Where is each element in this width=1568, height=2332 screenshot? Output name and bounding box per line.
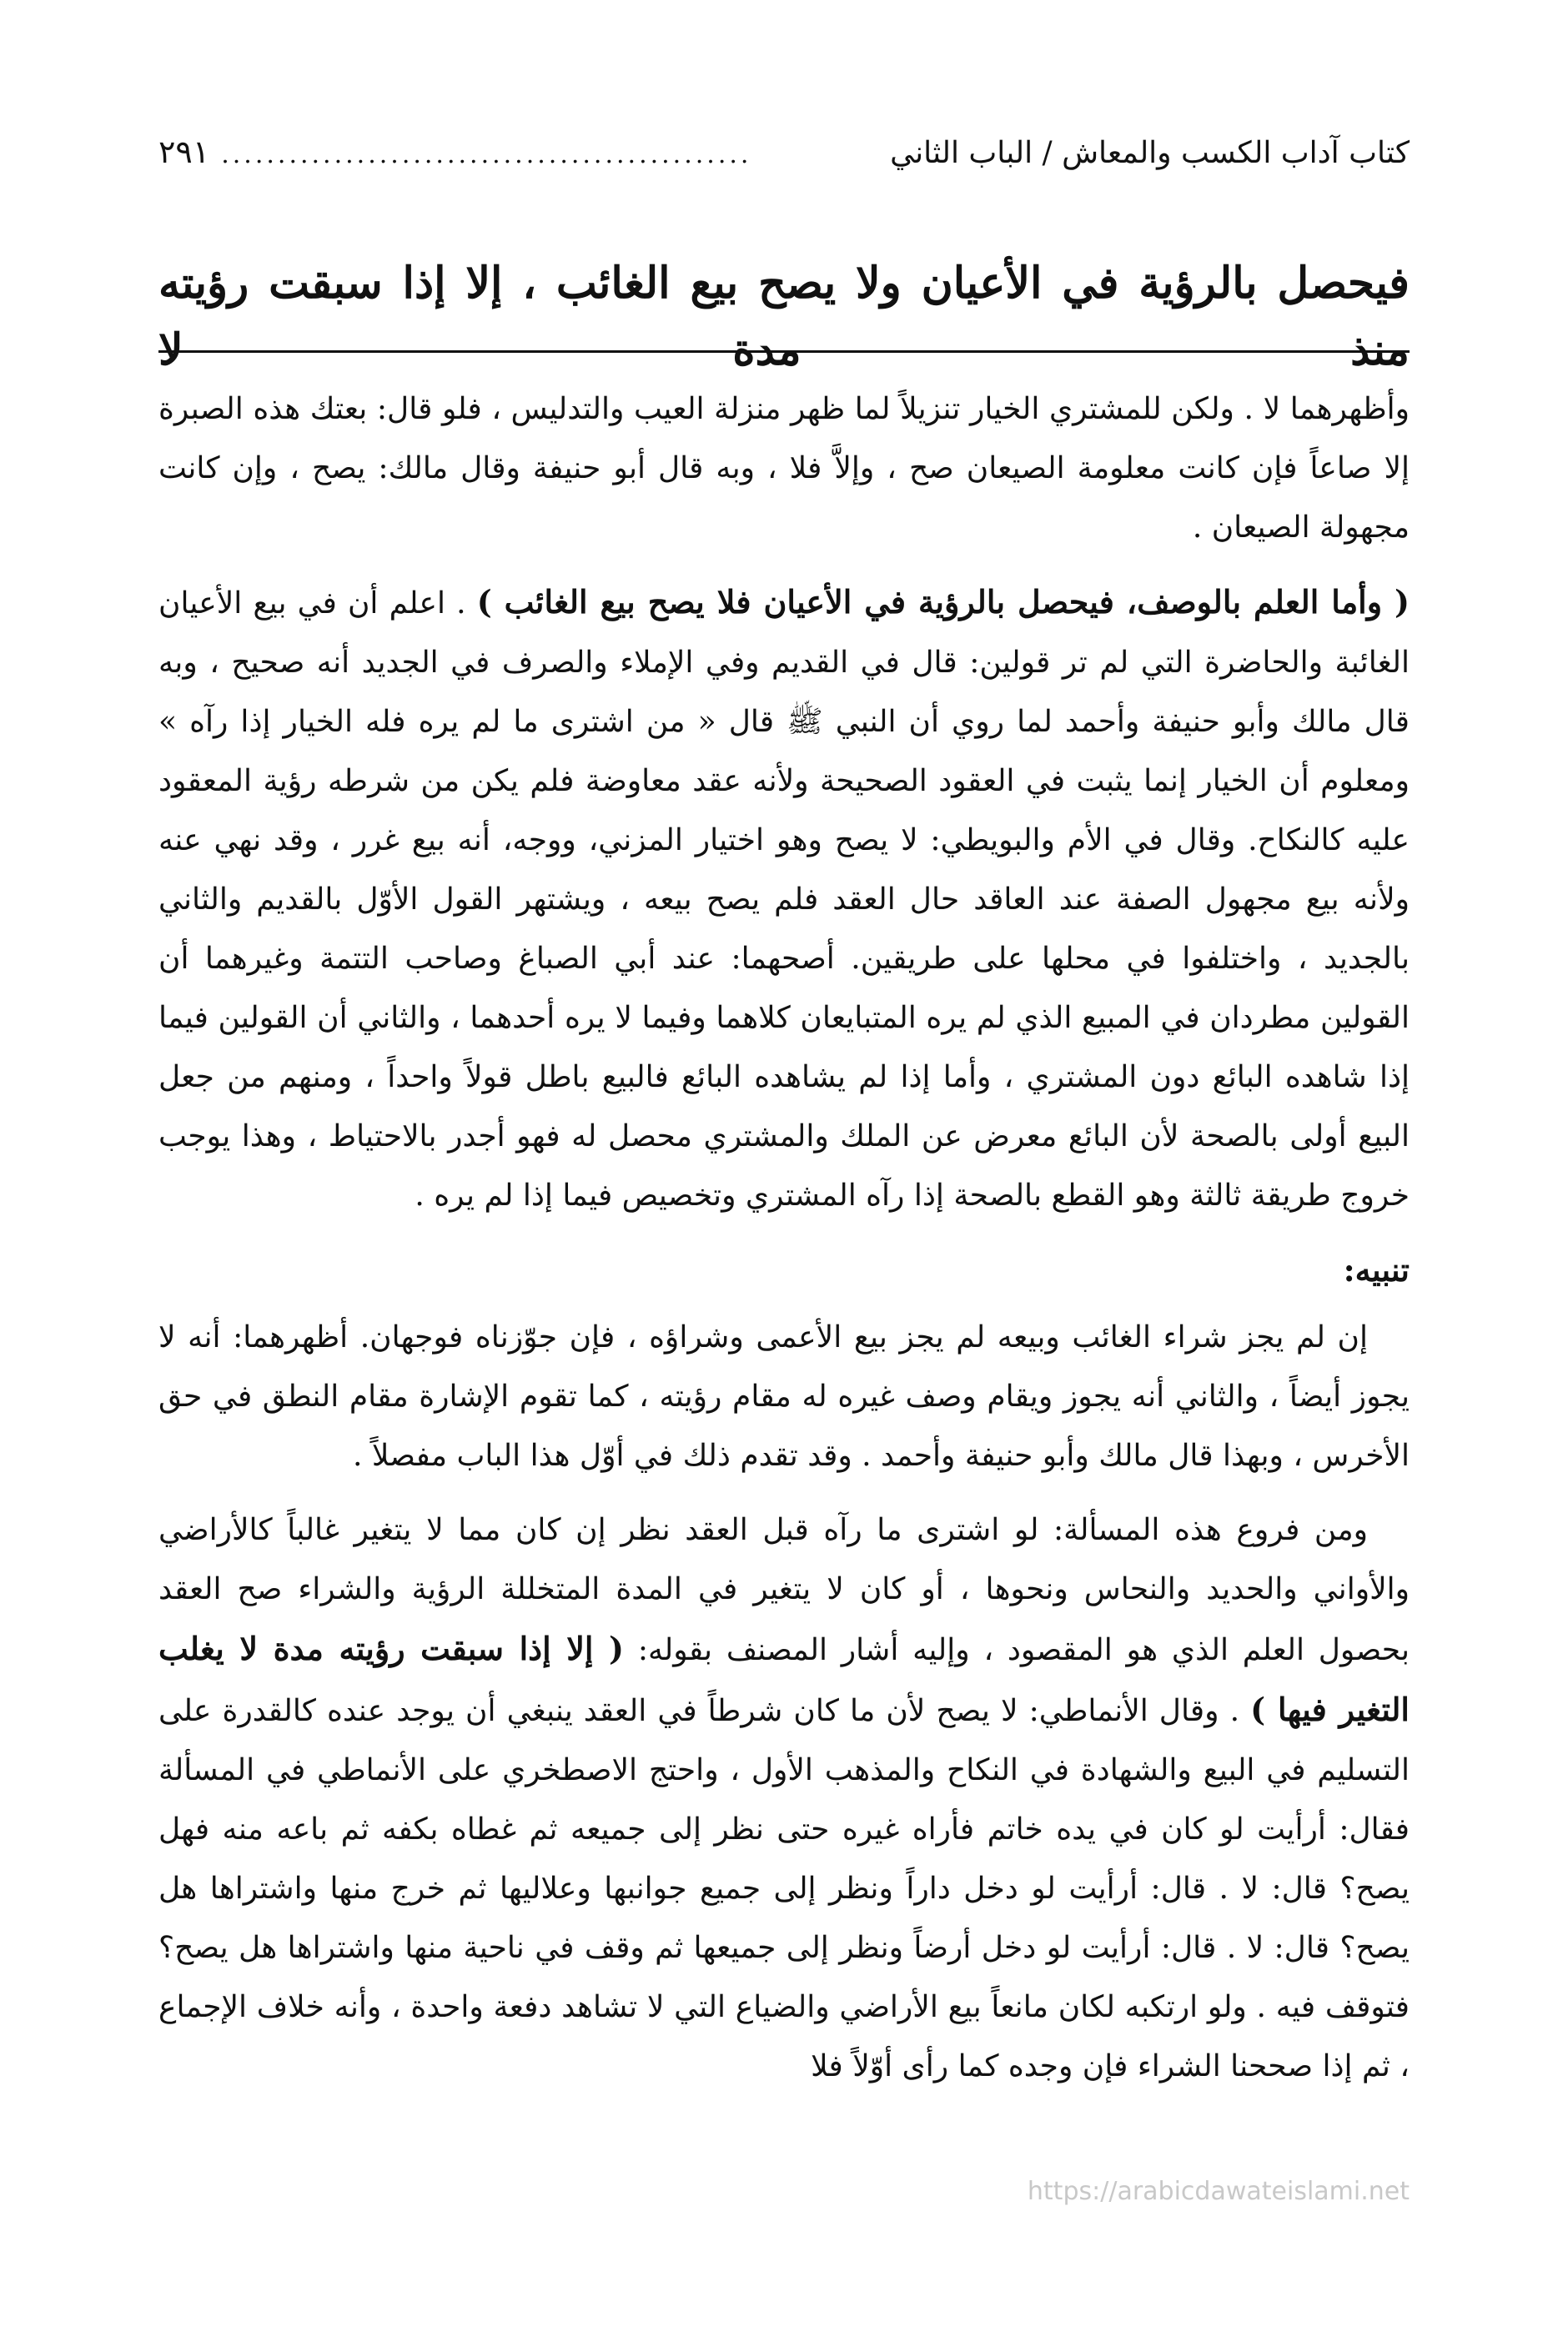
watermark-url: https://arabicdawateislami.net (1027, 2177, 1410, 2206)
section-heading: تنبيه: (1343, 1251, 1410, 1289)
paragraph-text: إن لم يجز شراء الغائب وبيعه لم يجز بيع الأعمى وشراؤه ، فإن جوّزناه فوجهان. أظهرهما: أنه لا يجوز أيضاً ، والثاني أنه يجوز ويقام وصف غيره له مقام رؤيته ، كما تقوم الإشارة مقام النطق في حق الأخرس ، وبهذا قال مالك وأبو حنيفة وأحمد . وقد تقدم ذلك في أوّل هذا الباب مفصلاً . (158, 1320, 1410, 1473)
paragraph-2 (158, 572, 1410, 1225)
running-header (158, 133, 1410, 192)
paragraph-text: . اعلم أن في بيع الأعيان الغائبة والحاضرة التي لم تر قولين: قال في القديم وفي الإملاء والصرف في الجديد أنه صحيح ، وبه قال مالك وأبو حنيفة وأحمد لما روي أن النبي ﷺ قال « من اشترى ما لم يره فله الخيار إذا رآه » ومعلوم أن الخيار إنما يثبت في العقود الصحيحة ولأنه عقد معاوضة فلم يكن من شرطه رؤية المعقود عليه كالنكاح. وقال في الأم والبويطي: لا يصح وهو اختيار المزني، ووجه، أنه بيع غرر ، وقد نهي عنه ولأنه بيع مجهول الصفة عند العاقد حال العقد فلم يصح بيعه ، ويشتهر القول الأوّل بالقديم والثاني بالجديد ، واختلفوا في محلها على طريقين. أصحهما: عند أبي الصباغ وصاحب التتمة وغيرهما أن القولين مطردان في المبيع الذي لم يره المتبايعان كلاهما وفيما لا يره أحدهما ، والثاني أن القولين فيما إذا شاهده البائع دون المشتري ، وأما إذا لم يشاهده البائع فالبيع باطل قولاً واحداً ، ومنهم من جعل البيع أولى بالصحة لأن البائع معرض عن الملك والمشتري محصل له فهو أجدر بالاحتياط ، وهذا يوجب خروج طريقة ثالثة وهو القطع بالصحة إذا رآه المشتري وتخصيص فيما إذا لم يره . (158, 586, 1410, 1213)
paragraph-text: ومن فروع هذه المسألة: لو اشترى ما رآه قبل العقد نظر إن كان مما لا يتغير غالباً كالأراضي والأواني والحديد والنحاس ونحوها ، أو كان لا يتغير في المدة المتخللة الرؤية والشراء صح العقد بحصول العلم الذي هو المقصود ، وإليه أشار المصنف بقوله: (158, 1513, 1410, 1667)
page-number: ٢٩١ (158, 133, 210, 170)
paragraph-text: وأظهرهما لا . ولكن للمشتري الخيار تنزيلاً لما ظهر منزلة العيب والتدليس ، فلو قال: بعتك هذه الصبرة إلا صاعاً فإن كانت معلومة الصيعان صح ، وإلاَّ فلا ، وبه قال أبو حنيفة وقال مالك: يصح ، وإن كانت مجهولة الصيعان . (158, 392, 1410, 545)
paragraph-1 (158, 379, 1410, 557)
paragraph-4 (158, 1500, 1410, 2096)
separator-rule (158, 350, 1410, 353)
quoted-matn: ( إلا إذا سبقت رؤيته مدة لا يغلب التغير فيها ) (158, 1630, 1410, 1728)
leader-dots: ............................................... (221, 140, 752, 169)
main-text-line: فيحصل بالرؤية في الأعيان ولا يصح بيع الغائب ، إلا إذا سبقت رؤيته منذ مدة لا (158, 258, 1410, 375)
paragraph-3 (158, 1308, 1410, 1485)
commentary-body (158, 379, 1410, 2111)
paragraph-text-continued: . وقال الأنماطي: لا يصح لأن ما كان شرطاً في العقد ينبغي أن يوجد عنده كالقدرة على التسليم في البيع والشهادة في النكاح والمذهب الأول ، واحتج الاصطخري على الأنماطي في المسألة فقال: أرأيت لو كان في يده خاتم فأراه غيره حتى نظر إلى جميعه ثم غطاه بكفه ثم باعه منه فهل يصح؟ قال: لا . قال: أرأيت لو دخل داراً ونظر إلى جميع جوانبها وعلاليها ثم خرج منها واشتراها هل يصح؟ قال: لا . قال: أرأيت لو دخل أرضاً ونظر إلى جميعها ثم وقف في ناحية منها واشتراها هل يصح؟ فتوقف فيه . ولو ارتكبه لكان مانعاً بيع الأراضي والضياع التي لا تشاهد دفعة واحدة ، وأنه خلاف الإجماع ، ثم إذا صححنا الشراء فإن وجده كما رأى أوّلاً فلا (158, 1694, 1410, 2083)
quoted-matn: ( وأما العلم بالوصف، فيحصل بالرؤية في الأعيان فلا يصح بيع الغائب ) (476, 583, 1410, 621)
chapter-title: كتاب آداب الكسب والمعاش / الباب الثاني (890, 136, 1410, 170)
